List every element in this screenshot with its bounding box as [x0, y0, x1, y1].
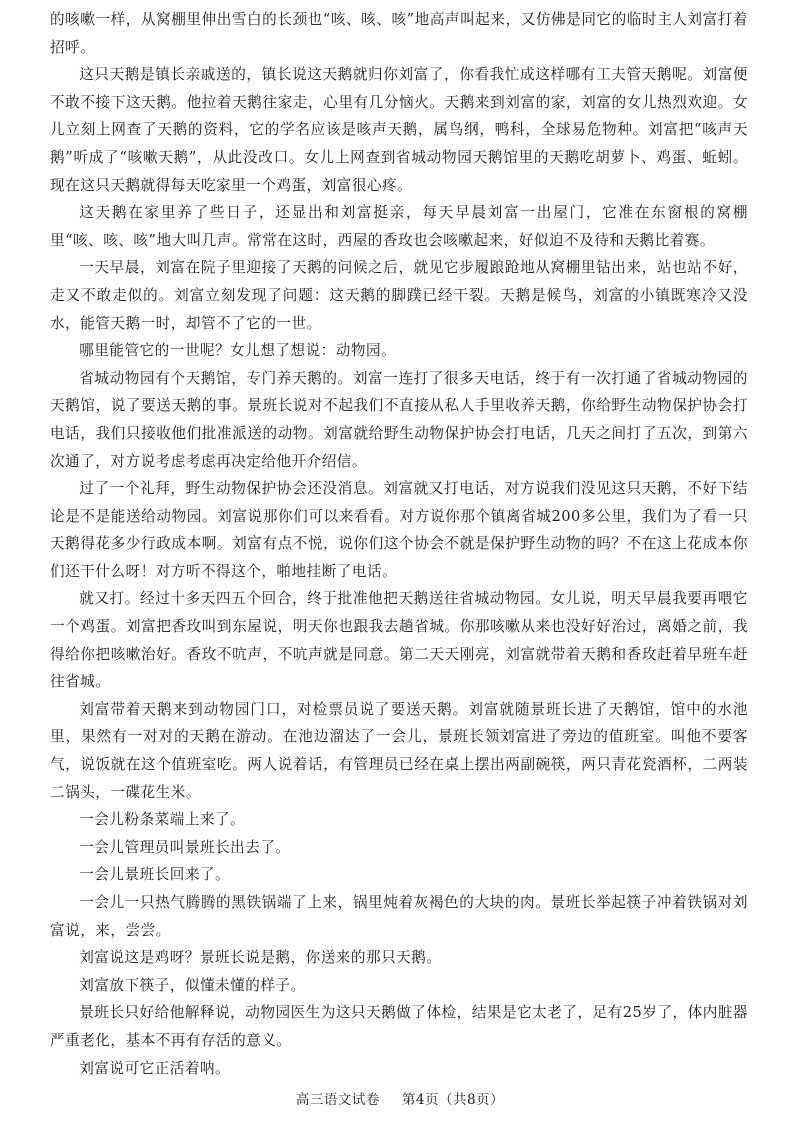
- paragraph: 刘富放下筷子，似懂未懂的样子。: [79, 976, 306, 994]
- story-text: [50, 6, 748, 1082]
- paragraph: 省城动物园有个天鹅馆，专门养天鹅的。刘富一连打了很多天电话，终于有一次打通了省城动物园的天鹅馆，说了要送天鹅的事。景班长说对不起我们不直接从私人手里收养天鹅，你给野生动物保护协会打电话，我们只接收他们批准派送的动物。刘富就给野生动物保护协会打电话，几天之间打了五次，到第六次通了，对方说考虑考虑再决定给他开介绍信。: [50, 369, 748, 470]
- paragraph: 一会儿管理员叫景班长出去了。: [79, 838, 291, 856]
- paragraph: 这只天鹅是镇长亲戚送的，镇长说这天鹅就归你刘富了，你看我忙成这样哪有工夫管天鹅呢。刘富便不敢不接下这天鹅。他拉着天鹅往家走，心里有几分恼火。天鹅来到刘富的家，刘富的女儿热烈欢迎。女儿立刻上网查了天鹅的资料，它的学名应该是咳声天鹅，属鸟纲，鸭科，全球易危物种。刘富把“咳声天鹅”听成了“咳嗽天鹅”，从此没改口。女儿上网查到省城动物园天鹅馆里的天鹅吃胡萝卜、鸡蛋、蚯蚓。现在这只天鹅就得每天吃家里一个鸡蛋，刘富很心疼。: [50, 66, 748, 194]
- paragraph: 就又打。经过十多天四五个回合，终于批准他把天鹅送往省城动物园。女儿说，明天早晨我要再喂它一个鸡蛋。刘富把香玫叫到东屋说，明天你也跟我去趟省城。你那咳嗽从来也没好好治过，离婚之前，我得给你把咳嗽治好。香玫不吭声，不吭声就是同意。第二天天刚亮，刘富就带着天鹅和香玫赶着早班车赶往省城。: [50, 590, 748, 691]
- paragraph: 景班长只好给他解释说，动物园医生为这只天鹅做了体检，结果是它太老了，足有25岁了，体内脏器严重老化，基本不再有存活的意义。: [50, 1004, 748, 1049]
- paragraph: 一会儿粉条菜端上来了。: [79, 811, 246, 829]
- paragraph: 一天早晨，刘富在院子里迎接了天鹅的问候之后，就见它步履踉跄地从窝棚里钻出来，站也站不好，走又不敢走似的。刘富立刻发现了问题：这天鹅的脚蹼已经干裂。天鹅是候鸟，刘富的小镇既寒冷又没水，能管天鹅一时，却管不了它的一世。: [50, 259, 748, 332]
- paragraph: 这天鹅在家里养了些日子，还显出和刘富挺亲，每天早晨刘富一出屋门，它准在东窗根的窝棚里“咳、咳、咳”地大叫几声。常常在这时，西屋的香玫也会咳嗽起来，好似迫不及待和天鹅比着赛。: [50, 204, 748, 249]
- page-footer: [0, 1088, 800, 1108]
- paragraph: 刘富说可它正活着呐。: [79, 1059, 231, 1077]
- paragraph: 过了一个礼拜，野生动物保护协会还没消息。刘富就又打电话，对方说我们没见这只天鹅，不好下结论是不是能送给动物园。刘富说那你们可以来看看。对方说你那个镇离省城200多公里，我们为了看一只天鹅得花多少行政成本啊。刘富有点不悦，说你们这个协会不就是保护野生动物的吗？不在这上花成本你们还干什么呀！对方听不得这个，啪地挂断了电话。: [50, 480, 748, 580]
- paragraph: 刘富带着天鹅来到动物园门口，对检票员说了要送天鹅。刘富就随景班长进了天鹅馆，馆中的水池里，果然有一对对的天鹅在游动。在池边溜达了一会儿，景班长领刘富进了旁边的值班室。叫他不要客气，说饭就在这个值班室吃。两人说着话，有管理员已经在桌上摆出两副碗筷，两只青花瓷酒杯，二两装二锅头，一碟花生米。: [50, 700, 748, 801]
- paragraph-continued: 的咳嗽一样，从窝棚里伸出雪白的长颈也“咳、咳、咳”地高声叫起来，又仿佛是同它的临时主人刘富打着招呼。: [50, 11, 748, 56]
- paragraph: 哪里能管它的一世呢？女儿想了想说：动物园。: [79, 342, 397, 360]
- paragraph: 一会儿景班长回来了。: [79, 866, 231, 884]
- exam-title: 高三语文试卷: [295, 1092, 380, 1108]
- page-number: 第4页（共8页）: [401, 1092, 505, 1108]
- paragraph: 一会儿一只热气腾腾的黑铁锅端了上来，锅里炖着灰褐色的大块的肉。景班长举起筷子冲着铁锅对刘富说，来，尝尝。: [50, 894, 748, 939]
- paragraph: 刘富说这是鸡呀？景班长说是鹅，你送来的那只天鹅。: [79, 949, 442, 967]
